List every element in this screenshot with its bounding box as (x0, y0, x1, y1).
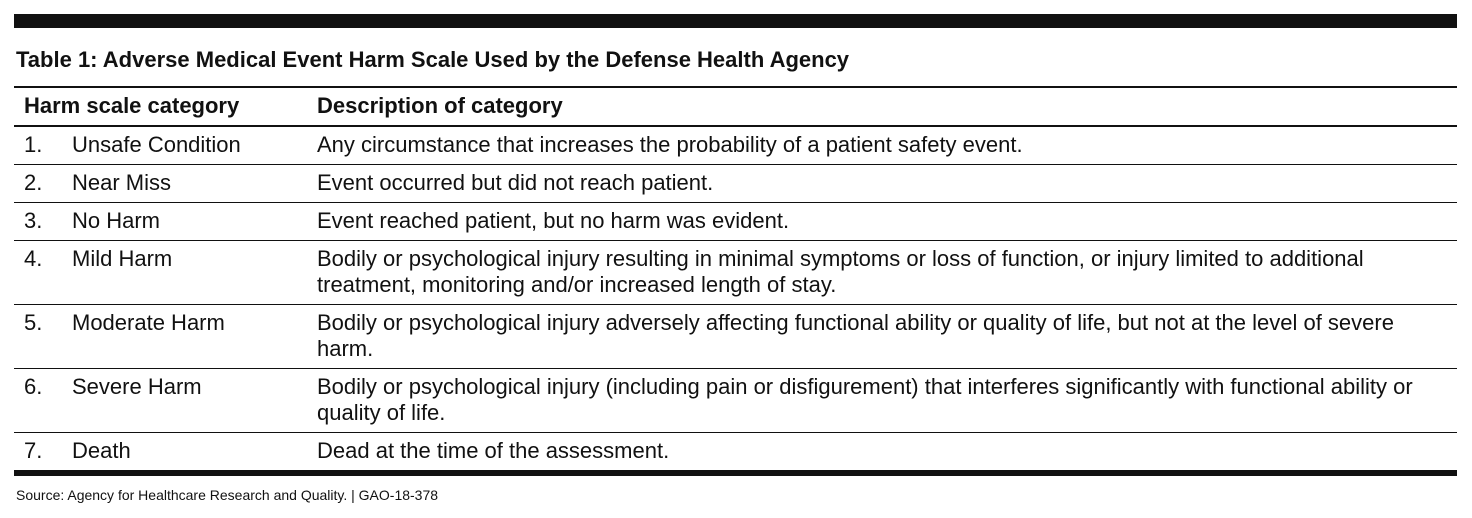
header-description: Description of category (308, 88, 1457, 126)
category-cell (14, 305, 308, 369)
category-label: Unsafe Condition (72, 132, 241, 157)
category-label: No Harm (72, 208, 161, 233)
description-cell: Event occurred but did not reach patient. (308, 165, 1457, 203)
header-category: Harm scale category (14, 88, 308, 126)
harm-scale-table (14, 88, 1457, 470)
table-row (14, 369, 1457, 433)
category-label: Near Miss (72, 170, 172, 195)
description-cell: Any circumstance that increases the probability of a patient safety event. (308, 126, 1457, 165)
table-header-row (14, 88, 1457, 126)
description-cell: Bodily or psychological injury (including pain or disfigurement) that interferes significantly with functional ability or quality of life. (308, 369, 1457, 433)
description-cell: Bodily or psychological injury resulting in minimal symptoms or loss of function, or injury limited to additional treatment, monitoring and/or increased length of stay. (308, 241, 1457, 305)
row-number: 5. (24, 310, 43, 335)
row-number: 3. (24, 208, 43, 233)
table-row (14, 165, 1457, 203)
category-cell (14, 241, 308, 305)
table-row (14, 305, 1457, 369)
row-number: 7. (24, 438, 43, 463)
description-cell: Bodily or psychological injury adversely affecting functional ability or quality of life, but not at the level of severe harm. (308, 305, 1457, 369)
category-label: Mild Harm (72, 246, 173, 271)
category-cell (14, 165, 308, 203)
category-cell (14, 126, 308, 165)
table-row (14, 203, 1457, 241)
category-cell (14, 203, 308, 241)
table-row (14, 433, 1457, 471)
document-page (14, 14, 1457, 503)
table-title: Table 1: Adverse Medical Event Harm Scale Used by the Defense Health Agency (16, 47, 850, 72)
category-cell (14, 369, 308, 433)
source-note: Source: Agency for Healthcare Research and Quality. | GAO-18-378 (16, 487, 439, 503)
description-cell: Event reached patient, but no harm was evident. (308, 203, 1457, 241)
row-number: 4. (24, 246, 43, 271)
table-row (14, 241, 1457, 305)
bottom-rule (14, 470, 1457, 476)
row-number: 1. (24, 132, 43, 157)
category-label: Severe Harm (72, 374, 202, 399)
row-number: 2. (24, 170, 43, 195)
category-label: Moderate Harm (72, 310, 225, 335)
description-cell: Dead at the time of the assessment. (317, 438, 670, 463)
top-rule (14, 14, 1457, 28)
table-row (14, 126, 1457, 165)
row-number: 6. (24, 374, 43, 399)
category-cell (14, 433, 308, 471)
category-label: Death (72, 438, 131, 463)
